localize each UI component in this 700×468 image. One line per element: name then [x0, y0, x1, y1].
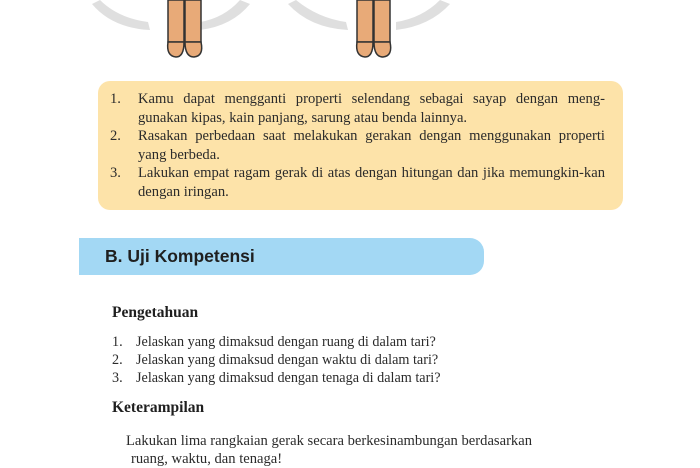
list-item: 3. Lakukan empat ragam gerak di atas dengan hitungan dan jika memungkin-kan dengan iringan. [110, 165, 605, 200]
section-banner [79, 238, 484, 275]
dance-illustration [0, 0, 700, 70]
instruction-list [110, 90, 605, 202]
dancer-legs-icon [92, 0, 250, 57]
question-list [112, 333, 441, 387]
list-item: 3. Jelaskan yang dimaksud dengan tenaga di dalam tari? [112, 370, 441, 386]
pengetahuan-heading: Pengetahuan [112, 304, 199, 321]
list-item: 2. Rasakan perbedaan saat melakukan gerakan dengan menggunakan properti yang berbeda. [110, 128, 605, 163]
dancer-legs-icon [288, 0, 450, 57]
section-title: B. Uji Kompetensi [105, 246, 255, 266]
task-text: Lakukan lima rangkaian gerak secara berkesinambungan berdasarkan ruang, waktu, dan tenaga! [126, 433, 533, 467]
list-item: 1. Jelaskan yang dimaksud dengan ruang di dalam tari? [112, 334, 436, 350]
instruction-box [98, 81, 623, 210]
list-item: 1. Kamu dapat mengganti properti selendang sebagai sayap dengan meng-gunakan kipas, kain panjang, sarung atau benda lainnya. [110, 91, 605, 126]
keterampilan-heading: Keterampilan [112, 399, 205, 416]
list-item: 2. Jelaskan yang dimaksud dengan waktu di dalam tari? [112, 352, 439, 368]
